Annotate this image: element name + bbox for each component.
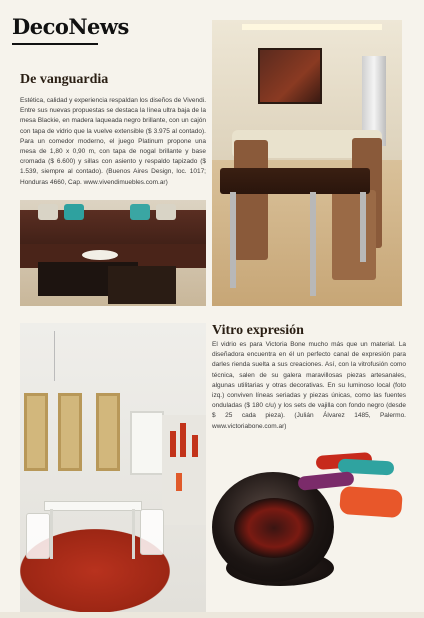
masthead-rule (12, 43, 98, 45)
section-body-vanguardia: Estética, calidad y experiencia respaldan los diseños de Vivendi. Entre sus nuevas propuestas se destaca la línea ultra baja de la mesa Blackie, en madera laqueada negro brillante, con un cajón con tapa de vidrio que la vuelve extensible ($ 3.975 al contado). Para un comedor moderno, el juego Platinum propone una mesa de 1,80 x 0,90 m, con tapa de nogal brillante y base cromada ($ 6.600) y sillas con asiento y respaldo tapizado ($ 1.539, siempre al contado). (Buenos Aires Design, loc. 1017; Honduras 4660, Cap. www.vivendimuebles.com.ar) (20, 97, 206, 186)
masthead-title: DecoNews (12, 14, 129, 39)
section-title-vitro: Vitro expresión (212, 323, 304, 338)
section-title-vanguardia: De vanguardia (20, 72, 109, 87)
shop-interior-photo (20, 323, 206, 613)
dining-room-photo (212, 20, 402, 306)
section-body-vitro: El vidrio es para Victoria Bone mucho más que un material. La diseñadora encuentra en él un perfecto canal de expresión para darles rienda suelta a sus creaciones. Así, con la vitrofusión como técnica, salen de su galera maravillosas piezas artesanales, algunas utilitarias y otras decorativas. En su luminoso local (foto izq.) conviven líneas seriadas y piezas únicas, como las fuentes onduladas ($ 180 c/u) y los sets de vajilla con fondo negro (desde $ 25 cada pieza). (Julián Álvarez 1485, Palermo. www.victoriabone.com.ar) (212, 341, 406, 430)
orange-glass-swatch (339, 486, 403, 518)
masthead-logo (12, 14, 129, 39)
living-room-photo (20, 200, 206, 306)
glass-bowl-photo (212, 454, 408, 608)
page-edge (0, 612, 424, 618)
